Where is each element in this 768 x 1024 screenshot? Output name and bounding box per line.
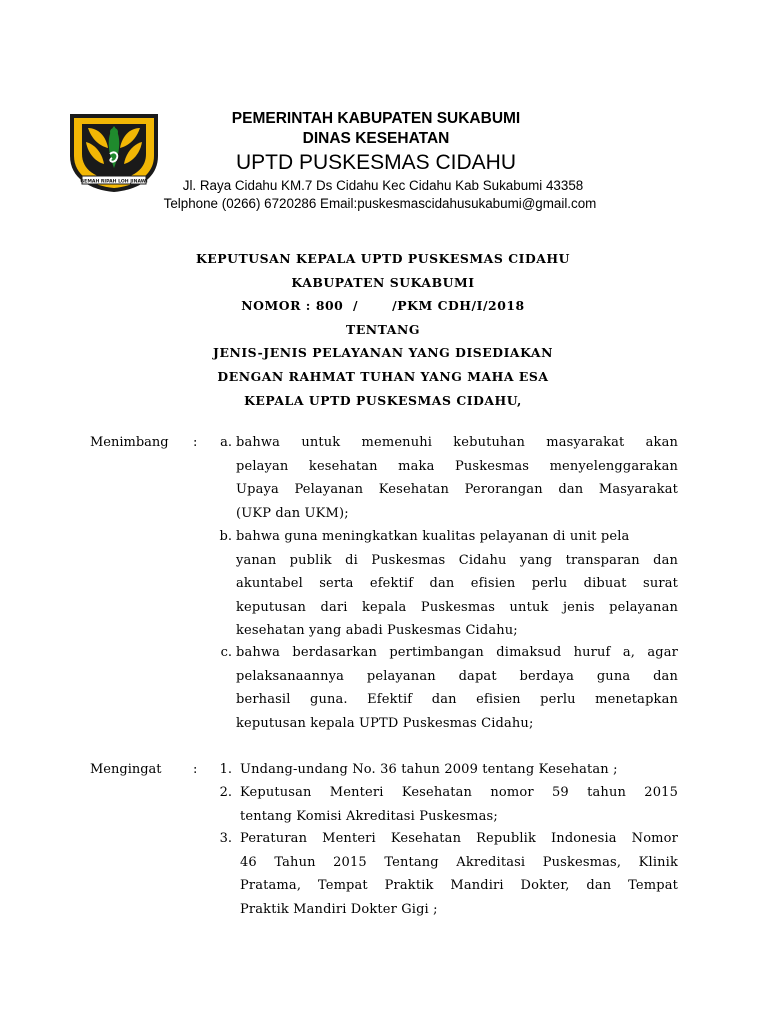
institution-name: UPTD PUSKESMAS CIDAHU (235, 151, 517, 174)
text-line: (UKP dan UKM); (236, 505, 349, 521)
decree-subject: JENIS-JENIS PELAYANAN YANG DISEDIAKAN (213, 345, 553, 361)
mengingat-item-2 (240, 781, 678, 828)
text-line: pelaksanaannya pelayanan dapat berdaya guna dan (236, 668, 678, 684)
list-marker: b. (219, 529, 232, 544)
text-line: Keputusan Menteri Kesehatan nomor 59 tahun 2015 (240, 785, 678, 800)
text-line: pelayan kesehatan maka Puskesmas menyelenggarakan (236, 458, 678, 474)
text-line: Pratama, Tempat Praktik Mandiri Dokter, dan Tempat (240, 878, 678, 893)
text-line: Peraturan Menteri Kesehatan Republik Indonesia Nomor (240, 831, 678, 846)
menimbang-item-a (236, 431, 678, 525)
decree-title-line: KEPUTUSAN KEPALA UPTD PUSKESMAS CIDAHU (195, 251, 571, 266)
text-line: bahwa untuk memenuhi kebutuhan masyarakat akan (236, 435, 678, 450)
text-line: yanan publik di Puskesmas Cidahu yang transparan dan (236, 552, 678, 568)
menimbang-label: Menimbang (90, 435, 169, 450)
government-name: PEMERINTAH KABUPATEN SUKABUMI (231, 110, 521, 127)
menimbang-colon: : (193, 435, 198, 450)
text-line: bahwa berdasarkan pertimbangan dimaksud huruf a, agar (236, 645, 678, 660)
text-line: kesehatan yang abadi Puskesmas Cidahu; (236, 623, 518, 638)
list-marker: 3. (219, 831, 232, 846)
mengingat-colon: : (193, 762, 198, 777)
logo-motto: GEMAH RIPAH LOH JINAWI (80, 179, 148, 185)
mengingat-label: Mengingat (90, 762, 162, 777)
list-marker: c. (220, 645, 232, 660)
text-line: tentang Komisi Akreditasi Puskesmas; (240, 808, 498, 824)
text-line: bahwa guna meningkatkan kualitas pelayanan di unit pela (236, 529, 630, 544)
mengingat-item-3 (240, 827, 678, 921)
decree-title (100, 247, 666, 412)
decree-number (100, 294, 666, 318)
decree-number-value: 800 / /PKM CDH/I/2018 (315, 298, 525, 314)
agency-name: DINAS KESEHATAN (302, 130, 450, 147)
text-line: Undang-undang No. 36 tahun 2009 tentang Kesehatan ; (240, 762, 618, 777)
list-marker: 2. (219, 785, 232, 800)
contact-line: Telphone (0266) 6720286 Email:puskesmascidahusukabumi@gmail.com (163, 196, 597, 211)
list-marker: a. (220, 435, 232, 450)
text-line: keputusan dari kepala Puskesmas untuk jenis pelayanan (236, 599, 678, 615)
address-line: Jl. Raya Cidahu KM.7 Ds Cidahu Kec Cidahu Kab Sukabumi 43358 (182, 178, 584, 193)
menimbang-item-c (236, 641, 678, 735)
decree-number-label: NOMOR : (241, 298, 311, 314)
text-line: akuntabel serta efektif dan efisien perlu dibuat surat (236, 576, 678, 591)
text-line: Upaya Pelayanan Kesehatan Perorangan dan Masyarakat (236, 482, 678, 497)
decree-issuer: KEPALA UPTD PUSKESMAS CIDAHU, (244, 392, 522, 408)
text-line: Praktik Mandiri Dokter Gigi ; (240, 901, 438, 917)
text-line: keputusan kepala UPTD Puskesmas Cidahu; (236, 715, 534, 731)
text-line: berhasil guna. Efektif dan efisien perlu menetapkan (236, 692, 678, 707)
mengingat-item-1 (240, 758, 678, 782)
decree-invocation: DENGAN RAHMAT TUHAN YANG MAHA ESA (217, 368, 549, 384)
text-line: 46 Tahun 2015 Tentang Akreditasi Puskesmas, Klinik (240, 854, 678, 870)
decree-region: KABUPATEN SUKABUMI (291, 274, 475, 290)
letterhead (140, 108, 636, 213)
menimbang-item-b (236, 525, 678, 643)
list-marker: 1. (219, 762, 232, 777)
decree-tentang: TENTANG (346, 321, 420, 337)
